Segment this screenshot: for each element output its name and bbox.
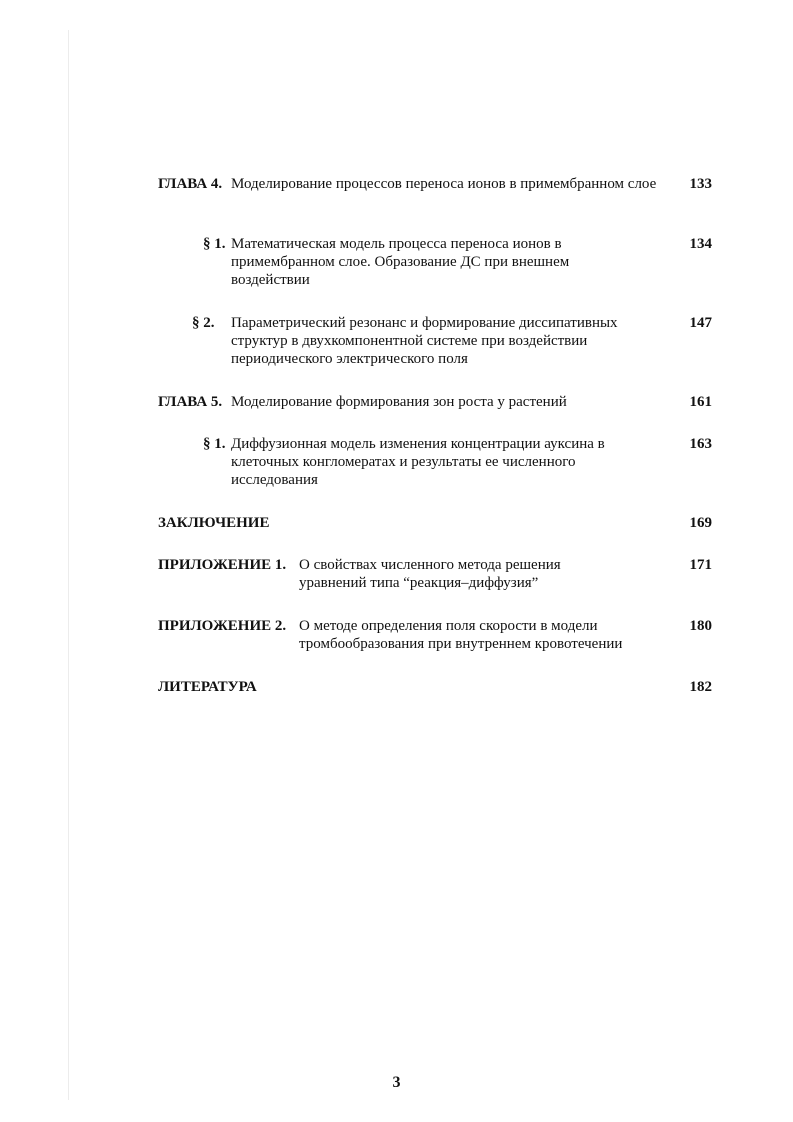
toc-page-number: 169	[689, 515, 712, 531]
toc-label: § 2.	[192, 315, 215, 331]
toc-page-number: 163	[689, 436, 712, 452]
toc-entry-chapter-4-section-2[interactable]	[158, 314, 712, 372]
toc-title: О свойствах численного метода решения уравнений типа “реакция–диффузия”	[299, 557, 561, 591]
toc-label: § 1.	[203, 436, 226, 452]
toc-entry-appendix-2[interactable]	[158, 617, 712, 657]
toc-entry-conclusion[interactable]	[158, 514, 712, 534]
toc-page-number: 182	[689, 679, 712, 695]
toc-label: ГЛАВА 4.	[158, 176, 223, 192]
toc-title: Параметрический резонанс и формирование диссипативных структур в двухкомпонентной системе при воздействии периодического электрического поля	[231, 315, 618, 367]
toc-page-number: 180	[689, 618, 712, 634]
toc-title: Моделирование процессов переноса ионов в примембранном слое	[231, 176, 657, 192]
toc-entry-chapter-4-section-1[interactable]	[158, 235, 712, 293]
toc-page-number: 161	[689, 394, 712, 410]
toc-entry-appendix-1[interactable]	[158, 556, 712, 596]
toc-entry-chapter-5-section-1[interactable]	[158, 435, 712, 493]
toc-title: О методе определения поля скорости в модели тромбообразования при внутреннем кровотечении	[299, 618, 623, 652]
toc-page-number: 134	[689, 236, 712, 252]
toc-page-number: 171	[689, 557, 712, 573]
toc-entry-literature[interactable]	[158, 678, 712, 698]
toc-entry-chapter-4[interactable]	[158, 175, 712, 215]
toc-entry-chapter-5[interactable]	[158, 393, 712, 413]
toc-page-number: 133	[689, 176, 712, 192]
toc-title: Диффузионная модель изменения концентрации ауксина в клеточных конгломератах и результаты ее численного исследования	[231, 436, 605, 488]
toc-label: ЛИТЕРАТУРА	[158, 679, 257, 695]
toc-page-number: 147	[689, 315, 712, 331]
page-number: 3	[392, 1074, 401, 1091]
toc-label: ГЛАВА 5.	[158, 394, 223, 410]
toc-title: Моделирование формирования зон роста у растений	[231, 394, 567, 410]
toc-label: ПРИЛОЖЕНИЕ 2.	[158, 618, 287, 634]
toc-label: ЗАКЛЮЧЕНИЕ	[158, 515, 270, 531]
toc-label: ПРИЛОЖЕНИЕ 1.	[158, 557, 287, 573]
toc-title: Математическая модель процесса переноса ионов в примембранном слое. Образование ДС при внешнем воздействии	[231, 236, 570, 288]
toc-label: § 1.	[203, 236, 226, 252]
